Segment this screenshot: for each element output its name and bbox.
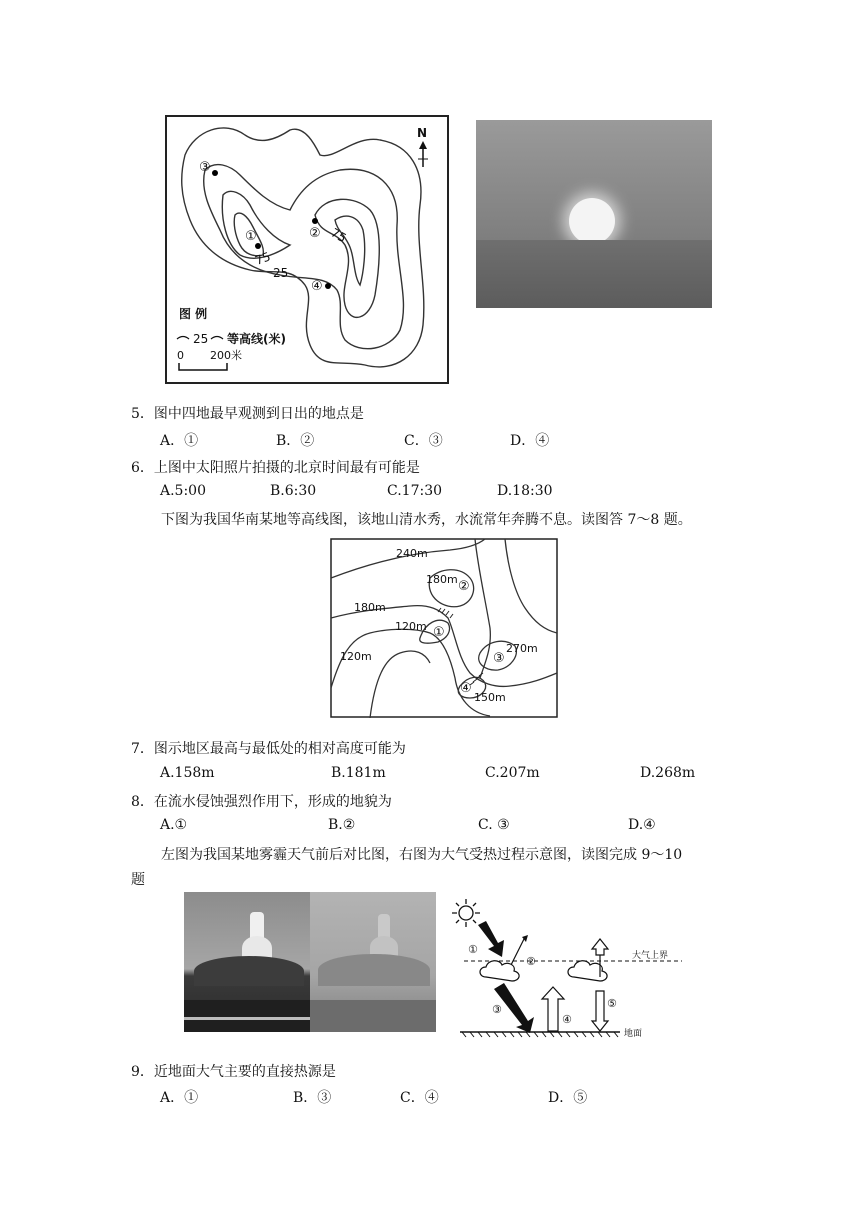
label-270m: 270m bbox=[506, 642, 538, 655]
q6-option-a: A.5:00 bbox=[160, 483, 206, 499]
q9-stem: 9．近地面大气主要的直接热源是 bbox=[131, 1064, 336, 1080]
q8-stem: 8．在流水侵蚀强烈作用下，形成的地貌为 bbox=[131, 794, 392, 810]
label-150m: 150m bbox=[474, 691, 506, 704]
label-180m-left: 180m bbox=[354, 601, 386, 614]
haze-comparison-photo bbox=[184, 892, 436, 1032]
north-label: N bbox=[417, 126, 428, 140]
q5-option-d: D．④ bbox=[510, 433, 550, 449]
hazy-day-photo bbox=[310, 892, 436, 1032]
point-1-label: ① bbox=[245, 229, 257, 244]
contour-label-75-b: 75 bbox=[328, 225, 349, 246]
label-120m-center: 120m bbox=[395, 620, 427, 633]
arrow-3-label: ③ bbox=[492, 1003, 502, 1016]
ground-label: 地面 bbox=[624, 1029, 643, 1039]
label-point-2: ② bbox=[458, 579, 470, 594]
clear-day-photo bbox=[184, 892, 310, 1032]
arrow-4-label: ④ bbox=[562, 1013, 572, 1026]
atmosphere-heating-diagram bbox=[450, 895, 682, 1045]
intro-7-8: 下图为我国华南某地等高线图，该地山清水秀，水流常年奔腾不息。读图答 7～8 题。 bbox=[161, 512, 692, 528]
label-120m-left: 120m bbox=[340, 650, 372, 663]
q8-option-b: B.② bbox=[328, 817, 356, 833]
sun-disk bbox=[569, 198, 615, 244]
q6-option-c: C.17:30 bbox=[387, 483, 443, 499]
legend-title: 图 例 bbox=[179, 307, 208, 321]
arrow-1-label: ① bbox=[468, 943, 478, 956]
q6-option-d: D.18:30 bbox=[497, 483, 553, 499]
cloud-left bbox=[480, 961, 519, 981]
q5-option-c: C．③ bbox=[404, 433, 443, 449]
q7-option-a: A.158m bbox=[160, 765, 215, 781]
label-point-1: ① bbox=[433, 625, 445, 640]
cloud-right bbox=[568, 961, 607, 981]
q7-option-d: D.268m bbox=[640, 765, 696, 781]
scale-zero: 0 bbox=[177, 349, 184, 362]
q6-option-b: B.6:30 bbox=[270, 483, 317, 499]
scale-value: 200米 bbox=[210, 349, 242, 362]
intro-9-10-line1: 左图为我国某地雾霾天气前后对比图，右图为大气受热过程示意图，读图完成 9～10 bbox=[161, 847, 683, 863]
legend-line-value: 25 bbox=[193, 332, 209, 346]
label-240m: 240m bbox=[396, 547, 428, 560]
contour-label-25: 25 bbox=[273, 266, 289, 280]
q6-stem: 6．上图中太阳照片拍摄的北京时间最有可能是 bbox=[131, 460, 420, 476]
q9-option-d: D．⑤ bbox=[548, 1090, 588, 1106]
contour-map-1 bbox=[165, 115, 450, 385]
point-2-label: ② bbox=[309, 226, 321, 241]
q8-option-c: C. ③ bbox=[478, 817, 510, 833]
arrow-5-label: ⑤ bbox=[607, 997, 617, 1010]
arrow-2-label: ② bbox=[526, 955, 536, 968]
q8-option-d: D.④ bbox=[628, 817, 656, 833]
q7-stem: 7．图示地区最高与最低处的相对高度可能为 bbox=[131, 741, 406, 757]
upper-boundary-label: 大气上界 bbox=[632, 951, 669, 961]
q8-option-a: A.① bbox=[160, 817, 188, 833]
label-point-4: ④ bbox=[460, 681, 472, 696]
q5-option-a: A．① bbox=[160, 433, 199, 449]
q5-stem: 5．图中四地最早观测到日出的地点是 bbox=[131, 406, 364, 422]
q9-option-a: A．① bbox=[160, 1090, 199, 1106]
point-3-label: ③ bbox=[199, 160, 211, 175]
contour-map-2 bbox=[330, 538, 558, 718]
q7-option-b: B.181m bbox=[331, 765, 386, 781]
q9-option-b: B．③ bbox=[293, 1090, 332, 1106]
label-point-3: ③ bbox=[493, 651, 505, 666]
point-4-label: ④ bbox=[311, 279, 323, 294]
sunset-photo bbox=[476, 120, 712, 308]
label-180m-top: 180m bbox=[426, 573, 458, 586]
q9-option-c: C．④ bbox=[400, 1090, 439, 1106]
contour-label-75-a: 75 bbox=[253, 249, 273, 268]
sun-icon bbox=[452, 899, 480, 927]
intro-9-10-line2: 题 bbox=[131, 872, 145, 888]
q7-option-c: C.207m bbox=[485, 765, 540, 781]
q5-option-b: B．② bbox=[276, 433, 315, 449]
legend-line-text: 等高线(米) bbox=[227, 332, 286, 346]
